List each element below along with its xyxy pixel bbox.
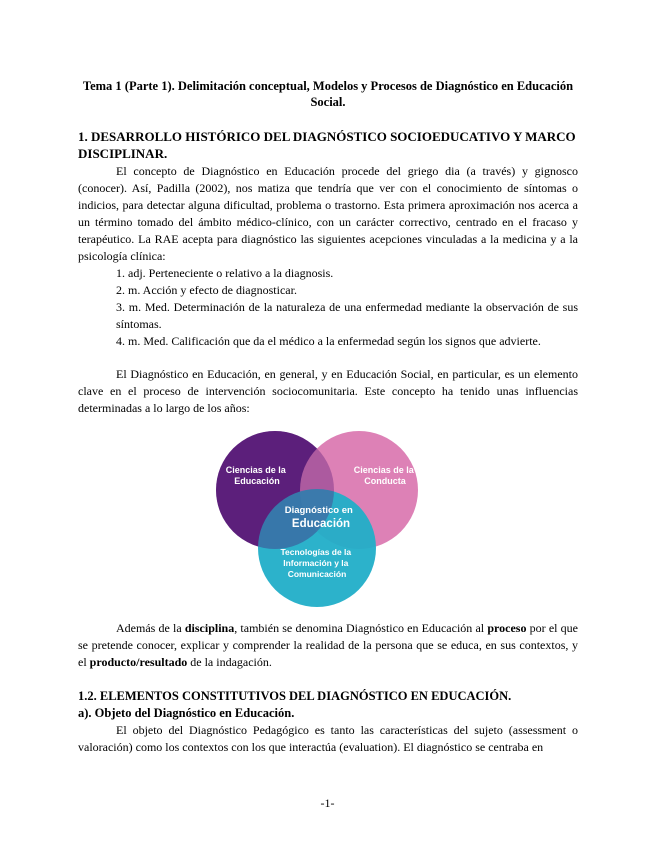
paragraph-influences: El Diagnóstico en Educación, en general, y en Educación Social, en particular, es un elemento clave en el proceso de intervención sociocomunitaria. Este concepto ha tenido unas influencias determinadas a lo largo de los años: — [78, 367, 578, 415]
page-number: -1- — [320, 796, 335, 810]
list-item: 3. m. Med. Determinación de la naturaleza de una enfermedad mediante la observación de sus síntomas. — [116, 300, 578, 331]
subheading-objeto: a). Objeto del Diagnóstico en Educación. — [78, 706, 295, 720]
section-1-2-heading: 1.2. ELEMENTOS CONSTITUTIVOS DEL DIAGNÓSTICO EN EDUCACIÓN. — [78, 689, 512, 703]
venn-label-bottom: Tecnologías de la Información y la Comunicación — [280, 547, 352, 579]
venn-label-left: Ciencias de la Educación — [225, 465, 286, 486]
list-item: 2. m. Acción y efecto de diagnosticar. — [116, 283, 297, 297]
rae-definitions-list — [116, 265, 578, 350]
paragraph-etymology: El concepto de Diagnóstico en Educación procede del griego dia (a través) y gignosco (conocer). Así, Padilla (2002), nos matiza que tendría que ver con el conocimiento de síntomas o indicios, para detectar alguna dificultad, problema o trastorno. Esta primera aproximación nos acerca a un término tomado del ámbito médico-clínico, con un carácter correctivo, centrado en el fracaso y terapéutico. La RAE acepta para diagnóstico las siguientes acepciones vinculadas a la medicina y a la psicología clínica: — [78, 164, 578, 263]
section-1-heading: 1. DESARROLLO HISTÓRICO DEL DIAGNÓSTICO SOCIOEDUCATIVO Y MARCO DISCIPLINAR. — [78, 129, 576, 161]
venn-label-center — [285, 500, 358, 530]
list-item: 1. adj. Perteneciente o relativo a la diagnosis. — [116, 266, 334, 280]
document-title: Tema 1 (Parte 1). Delimitación conceptual, Modelos y Procesos de Diagnóstico en Educación Social. — [82, 79, 574, 109]
venn-center-bottom: Educación — [291, 518, 351, 530]
list-item: 4. m. Med. Calificación que da el médico a la enfermedad según los signos que advierte. — [116, 334, 541, 348]
paragraph-process: Además de la disciplina, también se denomina Diagnóstico en Educación al proceso por el que se pretende conocer, explicar y comprender la realidad de la persona que se educa, en sus contextos, y el producto/resultado de la indagación. — [78, 621, 579, 669]
venn-label-right: Ciencias de la Conducta — [353, 465, 414, 486]
venn-diagram — [205, 425, 445, 610]
venn-center-top: Diagnóstico en — [284, 505, 353, 516]
paragraph-objeto: El objeto del Diagnóstico Pedagógico es tanto las características del sujeto (assessment o valoración) como los contextos con los que interactúa (evaluation). El diagnóstico se centraba en — [78, 723, 578, 754]
